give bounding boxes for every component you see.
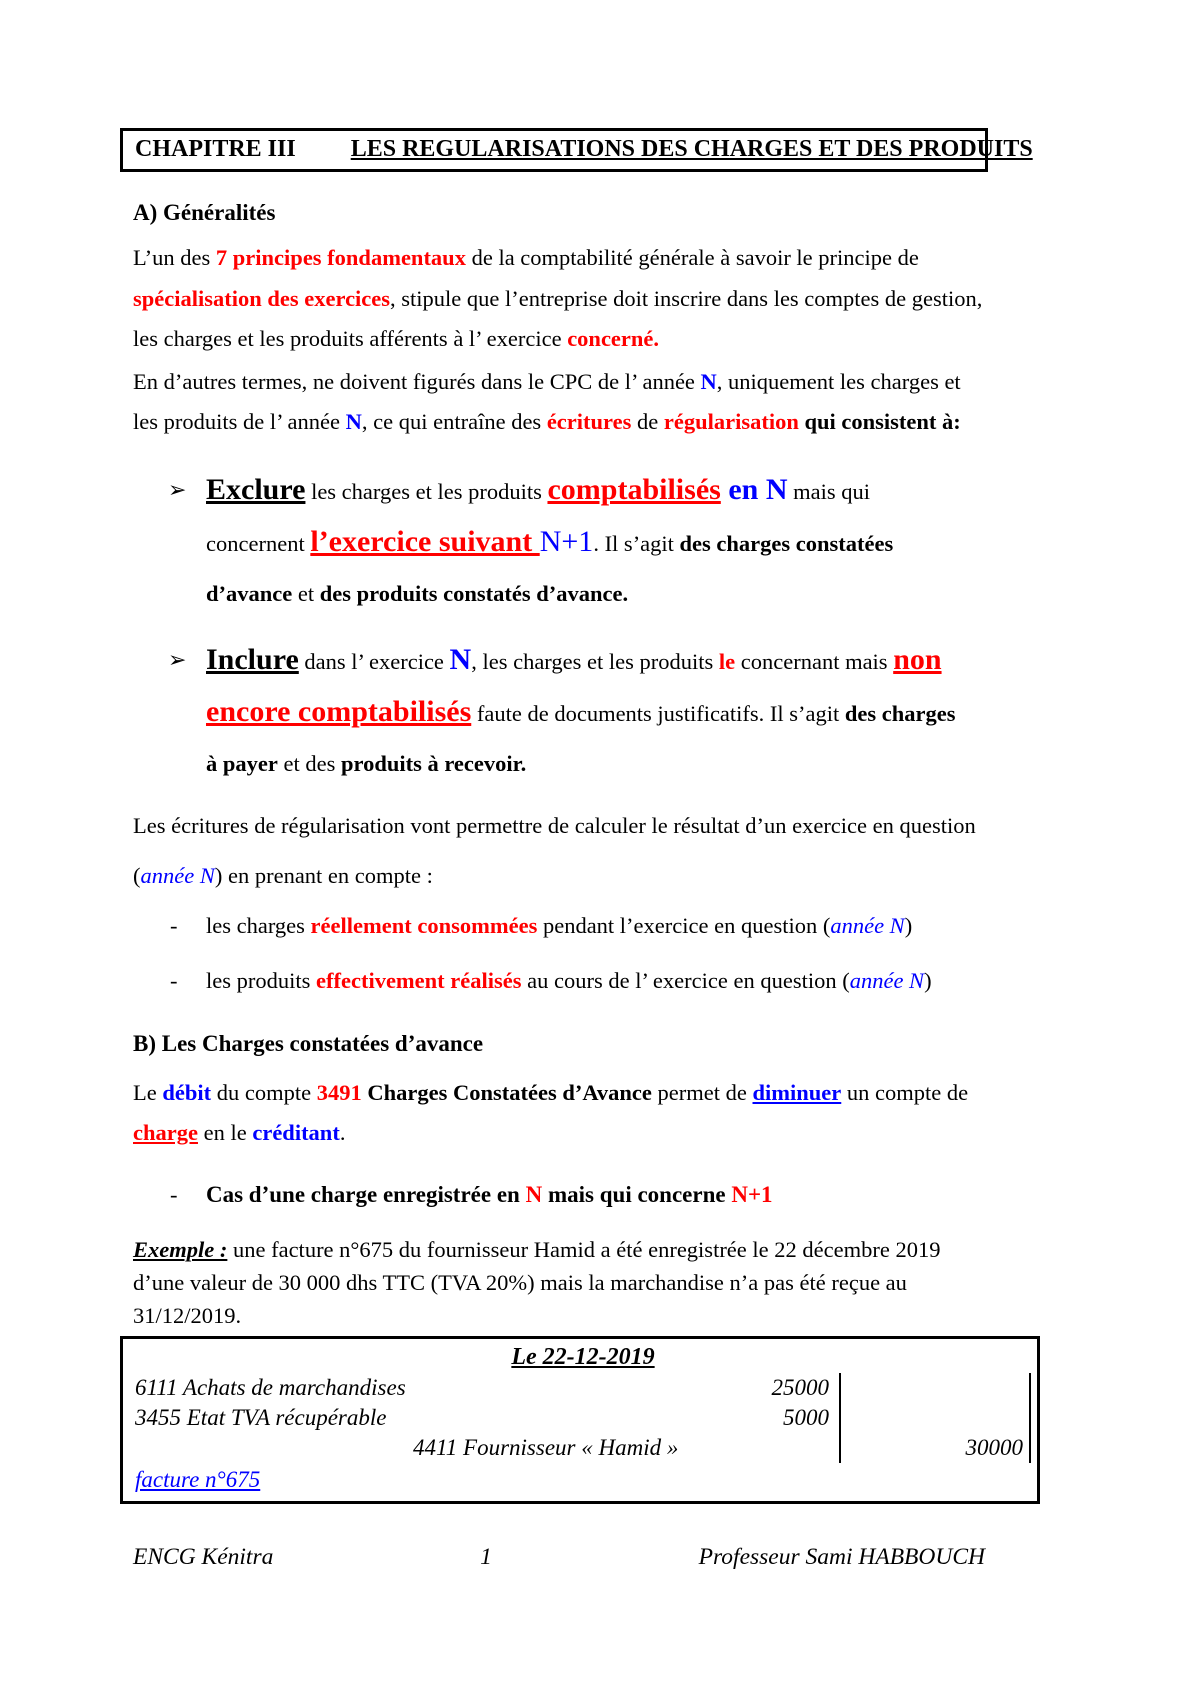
text-segment: du compte: [211, 1079, 317, 1105]
journal-note: facture n°675: [135, 1466, 261, 1492]
text-segment: en N: [720, 472, 788, 506]
text-segment: 7 principes fondamentaux: [215, 245, 466, 270]
text-segment: , ce qui entraîne des: [361, 409, 547, 434]
text-segment: diminuer: [752, 1079, 842, 1105]
text-segment: concerné.: [567, 326, 660, 351]
page-footer: [133, 1544, 985, 1571]
credit-cell: 30000: [841, 1433, 1031, 1463]
text-segment: Cas d’une charge enregistrée en: [206, 1181, 526, 1207]
text-segment: mais qui concernent: [206, 478, 870, 556]
paragraph-exemple: [133, 1233, 995, 1332]
bullet-text-exclure: [206, 465, 968, 619]
text-segment: ) en prenant en compte :: [214, 862, 433, 888]
dash-item-charges: [170, 905, 960, 946]
text-segment: Charges Constatées d’Avance: [361, 1079, 652, 1105]
text-segment: le: [718, 648, 736, 674]
dash-text-cas: [206, 1174, 960, 1215]
paragraph-generalites-1: [133, 238, 989, 360]
journal-date: Le 22-12-2019: [511, 1343, 655, 1370]
paragraph-debit-3491: [133, 1073, 989, 1154]
text-segment: N: [700, 368, 717, 394]
dash-marker: -: [170, 912, 178, 938]
text-segment: créditant: [252, 1120, 340, 1145]
text-segment: L’un des: [133, 245, 216, 270]
text-segment: charge: [133, 1120, 198, 1145]
text-segment: . Il s’agit: [593, 530, 680, 556]
text-segment: , uniquement les charges et les produits de l’ année: [133, 368, 961, 434]
text-segment: N: [525, 1181, 543, 1207]
text-segment: année N: [849, 967, 925, 993]
debit-cell: 25000: [689, 1373, 841, 1403]
journal-row: [135, 1433, 1031, 1463]
text-segment: Les écritures de régularisation vont permettre de calculer le résultat d’un exercice en question (: [133, 812, 976, 888]
debit-cell: [689, 1433, 841, 1463]
text-segment: Exclure: [206, 472, 306, 506]
journal-row: [135, 1403, 1031, 1433]
text-segment: régularisation: [663, 409, 799, 434]
dash-marker: -: [170, 967, 178, 993]
bullet-arrow-icon: ➢: [168, 646, 187, 672]
text-segment: année N: [830, 912, 905, 938]
text-segment: année N: [140, 862, 215, 888]
footer-school: ENCG Kénitra: [133, 1543, 274, 1570]
text-segment: des produits constatés d’avance.: [319, 580, 629, 606]
chapter-label: CHAPITRE III: [135, 136, 296, 162]
dash-text-produits: [206, 960, 960, 1001]
text-segment: 3491: [316, 1079, 362, 1105]
page-number: 1: [480, 1543, 492, 1570]
text-segment: N+1: [539, 524, 594, 558]
text-segment: une facture n°675 du fournisseur Hamid a été enregistrée le 22 décembre 2019 d’une valeur de 30 000 dhs TTC (TVA 20%) mais la marchandise n’a pas été reçue au 31/12/2019.: [133, 1236, 941, 1328]
bullet-arrow-icon: ➢: [168, 476, 187, 502]
bullet-item-exclure: [168, 465, 968, 619]
text-segment: dans l’ exercice: [298, 648, 450, 674]
text-segment: l’exercice suivant: [310, 524, 540, 558]
text-segment: de la comptabilité générale à savoir le principe de: [465, 245, 919, 270]
text-segment: un compte de: [841, 1079, 969, 1105]
account-cell: 3455 Etat TVA récupérable: [135, 1404, 387, 1430]
journal-row: [135, 1373, 1031, 1403]
text-segment: En d’autres termes, ne doivent figurés dans le CPC de l’ année: [133, 368, 701, 394]
text-segment: et: [292, 580, 320, 606]
text-segment: pendant l’exercice en question (: [537, 912, 831, 938]
text-segment: non encore comptabilisés: [206, 642, 942, 728]
text-segment: Le: [133, 1079, 163, 1105]
text-segment: écritures: [546, 409, 632, 434]
account-cell: 6111 Achats de marchandises: [135, 1374, 406, 1400]
text-segment: de: [631, 409, 664, 434]
text-segment: les produits: [206, 967, 316, 993]
text-segment: et des: [277, 750, 341, 776]
debit-cell: 5000: [689, 1403, 841, 1433]
text-segment: les charges et les produits: [305, 478, 548, 504]
text-segment: permet de: [651, 1079, 753, 1105]
text-segment: ): [904, 912, 913, 938]
dash-item-cas: [170, 1174, 960, 1215]
credit-cell: [841, 1373, 1031, 1403]
text-segment: qui consistent à:: [798, 409, 961, 434]
text-segment: .: [339, 1120, 346, 1145]
text-segment: en le: [197, 1120, 253, 1145]
chapter-title: LES REGULARISATIONS DES CHARGES ET DES PRODUITS: [350, 136, 1033, 162]
text-segment: concernant mais: [735, 648, 894, 674]
paragraph-ecritures: [133, 801, 989, 901]
text-segment: ): [924, 967, 932, 993]
text-segment: N+1: [731, 1181, 773, 1207]
text-segment: comptabilisés: [547, 472, 721, 506]
dash-item-produits: [170, 960, 960, 1001]
dash-marker: -: [170, 1181, 178, 1207]
text-segment: Exemple :: [133, 1236, 228, 1262]
text-segment: des charges à payer: [206, 700, 956, 776]
text-segment: faute de documents justificatifs. Il s’agit: [471, 700, 845, 726]
chapter-title-box: [120, 128, 1033, 172]
text-segment: spécialisation des exercices: [133, 285, 391, 311]
text-segment: des charges constatées d’avance: [206, 530, 894, 606]
text-segment: mais qui concerne: [542, 1181, 732, 1207]
text-segment: les charges: [206, 912, 311, 938]
footer-professor: Professeur Sami HABBOUCH: [698, 1543, 985, 1570]
text-segment: effectivement réalisés: [316, 967, 522, 993]
account-cell: 4411 Fournisseur « Hamid »: [413, 1434, 679, 1460]
paragraph-generalites-2: [133, 362, 989, 443]
text-segment: au cours de l’ exercice en question (: [521, 967, 850, 993]
journal-entry-table: [120, 1336, 1040, 1504]
text-segment: N: [345, 409, 362, 434]
text-segment: , les charges et les produits: [471, 648, 719, 674]
text-segment: N: [449, 642, 472, 676]
text-segment: débit: [162, 1079, 212, 1105]
text-segment: produits à recevoir.: [340, 750, 527, 776]
text-segment: Inclure: [206, 642, 299, 676]
bullet-item-inclure: [168, 635, 968, 789]
text-segment: , stipule que l’entreprise doit inscrire dans les comptes de gestion, les charges et les produits afférents à l’ exercice: [133, 285, 983, 351]
section-heading-b: B) Les Charges constatées d’avance: [133, 1030, 484, 1056]
bullet-text-inclure: [206, 635, 968, 789]
credit-cell: [841, 1403, 1031, 1433]
section-heading-a: A) Généralités: [133, 200, 276, 225]
text-segment: réellement consommées: [310, 912, 538, 938]
dash-text-charges: [206, 905, 960, 946]
